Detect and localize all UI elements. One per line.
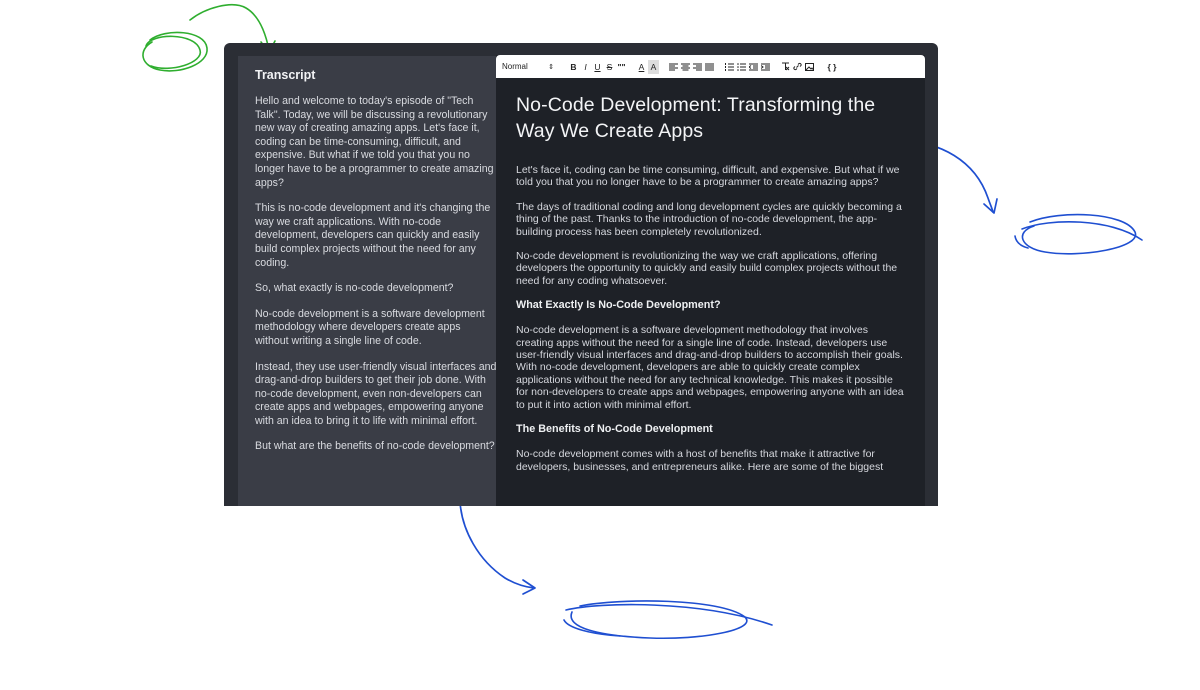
transcript-paragraph: So, what exactly is no-code development? <box>255 282 454 295</box>
blockquote-button[interactable]: "" <box>617 61 626 72</box>
transcript-paragraph: This is no-code development and it's changing the way we craft applications. With no-code development, developers can quickly and easily build complex projects without the need for any coding. <box>255 202 491 269</box>
editor-paragraph: No-code development is a software development methodology that involves creating apps without the need for a single line of code. Instead, developers use user-friendly visual interfaces and drag-and-drop builders to accomplish their goals. With no-code development, developers are able to quickly create complex applications without the need for any technical knowledge. This makes it possible for non-developers to create apps and webpages, empowering anyone with an idea to put it into action with minimal effort. <box>516 324 904 411</box>
document-title: No-Code Development: Transforming the Way We Create Apps <box>516 94 876 142</box>
align-center-icon[interactable] <box>680 60 691 74</box>
align-justify-icon[interactable] <box>704 60 715 74</box>
bullet-list-icon[interactable] <box>736 60 747 74</box>
section-heading: The Benefits of No-Code Development <box>516 423 713 436</box>
ordered-list-icon[interactable] <box>724 60 735 74</box>
clear-format-icon[interactable] <box>780 60 791 74</box>
editor-panel <box>496 55 925 506</box>
editor-content[interactable] <box>496 78 925 506</box>
align-left-icon[interactable] <box>668 60 679 74</box>
blue-circle-right-doodle <box>1015 215 1142 254</box>
indent-increase-icon[interactable] <box>760 60 771 74</box>
transcript-paragraph: No-code development is a software development methodology where developers create apps without writing a single line of code. <box>255 307 485 347</box>
underline-button[interactable]: U <box>594 61 601 72</box>
editor-paragraph: The days of traditional coding and long development cycles are quickly becoming a thing of the past. Thanks to the introduction of no-code development, the app-building process has been completely revolutionized. <box>516 200 902 238</box>
highlight-button[interactable]: A <box>648 60 659 74</box>
link-icon[interactable] <box>792 60 803 74</box>
blue-arrow-bottom-doodle <box>460 502 535 594</box>
blue-circle-bottom-doodle <box>564 601 772 638</box>
strikethrough-button[interactable]: S <box>606 61 613 72</box>
bold-button[interactable]: B <box>570 61 577 72</box>
green-circle-doodle <box>143 32 207 70</box>
font-color-button[interactable]: A <box>638 61 645 72</box>
editor-paragraph: Let's face it, coding can be time consuming, difficult, and expensive. But what if we told you that you no longer have to be a programmer to create amazing apps? <box>516 164 900 189</box>
transcript-title: Transcript <box>255 68 316 82</box>
format-select-value: Normal <box>502 62 528 71</box>
italic-button[interactable]: I <box>584 61 587 72</box>
app-window <box>224 43 938 506</box>
editor-toolbar <box>496 55 925 78</box>
section-heading: What Exactly Is No-Code Development? <box>516 299 721 312</box>
transcript-panel <box>238 56 514 506</box>
editor-paragraph: No-code development comes with a host of benefits that make it attractive for developers, businesses, and entrepreneurs alike. Here are some of the biggest <box>516 448 884 473</box>
format-select[interactable] <box>502 62 554 71</box>
select-arrow-icon: ⇕ <box>548 63 554 71</box>
transcript-paragraph: But what are the benefits of no-code development? <box>255 440 495 453</box>
code-icon[interactable]: { } <box>827 61 837 72</box>
image-icon[interactable] <box>804 60 815 74</box>
indent-decrease-icon[interactable] <box>748 60 759 74</box>
transcript-paragraph: Hello and welcome to today's episode of "Tech Talk". Today, we will be discussing a revolutionary new way of creating amazing apps. Let's face it, coding can be time-consuming, difficult, and expensive. But what if we told you that you no longer have to be a programmer to create amazing apps? <box>255 95 494 189</box>
transcript-paragraph: Instead, they use user-friendly visual interfaces and drag-and-drop builders to get their job done. With no-code development, even non-developers can create apps and webpages, empowering anyone with an idea to bring it to life with minimal effort. <box>255 360 497 427</box>
align-right-icon[interactable] <box>692 60 703 74</box>
editor-paragraph: No-code development is revolutionizing the way we craft applications, offering developers the opportunity to quickly and easily build complex projects without the need for any coding whatsoever. <box>516 250 898 287</box>
